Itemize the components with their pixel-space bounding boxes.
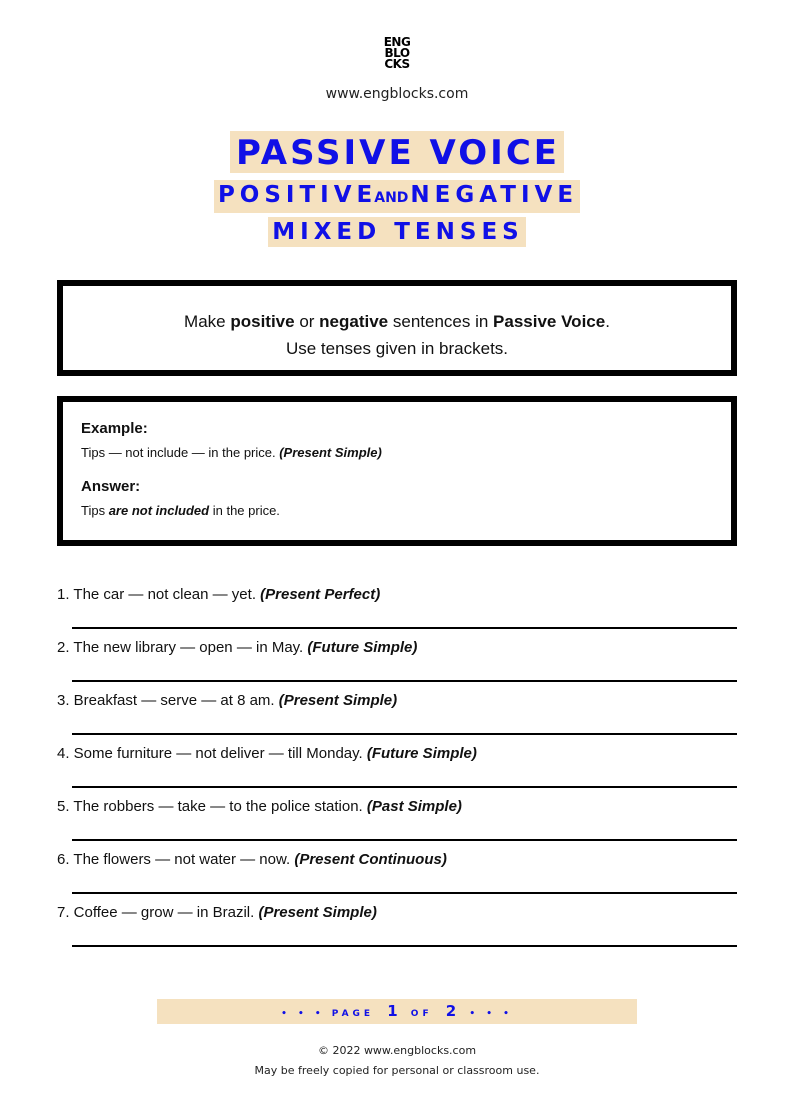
answer-label: Answer: (81, 478, 141, 495)
instructions-line-2: Use tenses given in brackets. (285, 339, 509, 358)
logo-line: CKS (384, 57, 410, 71)
exercise-item (57, 851, 737, 904)
instr-negative: negative (319, 312, 389, 331)
logo-line: BLO (384, 46, 410, 60)
answer-bold: are not included (108, 503, 210, 518)
answer-line[interactable] (72, 839, 737, 841)
answer-line[interactable] (72, 945, 737, 947)
dots-left: • • • (281, 1009, 325, 1019)
exercise-text: 4. Some furniture — not deliver — till Monday. (57, 745, 367, 762)
exercise-prompt (57, 586, 380, 603)
exercise-item (57, 904, 737, 957)
subtitle-positive-negative (0, 180, 794, 213)
example-box (57, 396, 737, 546)
exercise-tense: (Future Simple) (366, 745, 477, 762)
exercise-text: 5. The robbers — take — to the police station. (57, 798, 367, 815)
subtitle-negative: NEGATIVE (410, 182, 579, 208)
exercise-prompt (57, 798, 462, 815)
title-main: PASSIVE VOICE (230, 131, 564, 173)
exercise-tense: (Present Simple) (258, 904, 377, 921)
exercise-prompt (57, 745, 477, 762)
exercise-tense: (Present Simple) (278, 692, 398, 709)
exercise-text: 7. Coffee — grow — in Brazil. (57, 904, 259, 921)
exercise-tense: (Future Simple) (307, 639, 418, 656)
subtitle-tenses (0, 217, 794, 247)
exercise-item (57, 745, 737, 798)
exercise-text: 1. The car — not clean — yet. (57, 586, 261, 603)
dots-right: • • • (469, 1009, 513, 1019)
page-word: PAGE (331, 1009, 375, 1019)
instructions-line-1 (63, 308, 731, 335)
example-sentence (81, 445, 731, 460)
answer-text: Tips (81, 503, 109, 518)
exercise-tense: (Present Continuous) (294, 851, 447, 868)
answer-line[interactable] (72, 680, 737, 682)
footer-copyright: © 2022 www.engblocks.com (317, 1044, 477, 1057)
instr-text: Make (184, 312, 231, 331)
subtitle-mixed-tenses: MIXED TENSES (268, 217, 525, 247)
page-current: 1 (387, 1002, 398, 1020)
answer-line[interactable] (72, 892, 737, 894)
exercise-text: 6. The flowers — not water — now. (57, 851, 295, 868)
exercise-prompt (57, 639, 417, 656)
subtitle-highlight (214, 180, 580, 213)
answer-line[interactable] (72, 786, 737, 788)
instr-passive: Passive Voice (493, 312, 606, 331)
footer-note: May be freely copied for personal or classroom use. (254, 1064, 540, 1077)
example-text: Tips — not include — in the price. (81, 445, 280, 460)
subtitle-positive: POSITIVE (217, 182, 378, 208)
instr-positive: positive (230, 312, 295, 331)
site-url[interactable]: www.engblocks.com (325, 86, 469, 102)
page-title (0, 131, 794, 173)
exercise-item (57, 798, 737, 851)
instr-text: sentences in (388, 312, 494, 331)
exercise-prompt (57, 904, 377, 921)
exercise-text: 3. Breakfast — serve — at 8 am. (57, 692, 279, 709)
instructions-box (57, 280, 737, 376)
example-tense: (Present Simple) (279, 445, 382, 460)
exercise-item (57, 586, 737, 639)
answer-text: in the price. (209, 503, 280, 518)
answer-line[interactable] (72, 627, 737, 629)
exercise-item (57, 639, 737, 692)
exercise-tense: (Present Perfect) (260, 586, 381, 603)
exercise-prompt (57, 851, 447, 868)
instr-text: . (605, 312, 610, 331)
instr-text: or (294, 312, 320, 331)
answer-sentence (81, 503, 731, 518)
exercise-item (57, 692, 737, 745)
exercise-tense: (Past Simple) (366, 798, 462, 815)
exercise-text: 2. The new library — open — in May. (57, 639, 308, 656)
page-total: 2 (445, 1002, 457, 1020)
exercise-list (57, 586, 737, 957)
of-word: OF (410, 1009, 433, 1019)
exercise-prompt (57, 692, 397, 709)
answer-line[interactable] (72, 733, 737, 735)
engblocks-logo (0, 37, 794, 70)
page-indicator (157, 999, 637, 1024)
example-label: Example: (81, 420, 148, 437)
subtitle-and: AND (374, 190, 409, 206)
logo-line: ENG (383, 35, 411, 49)
